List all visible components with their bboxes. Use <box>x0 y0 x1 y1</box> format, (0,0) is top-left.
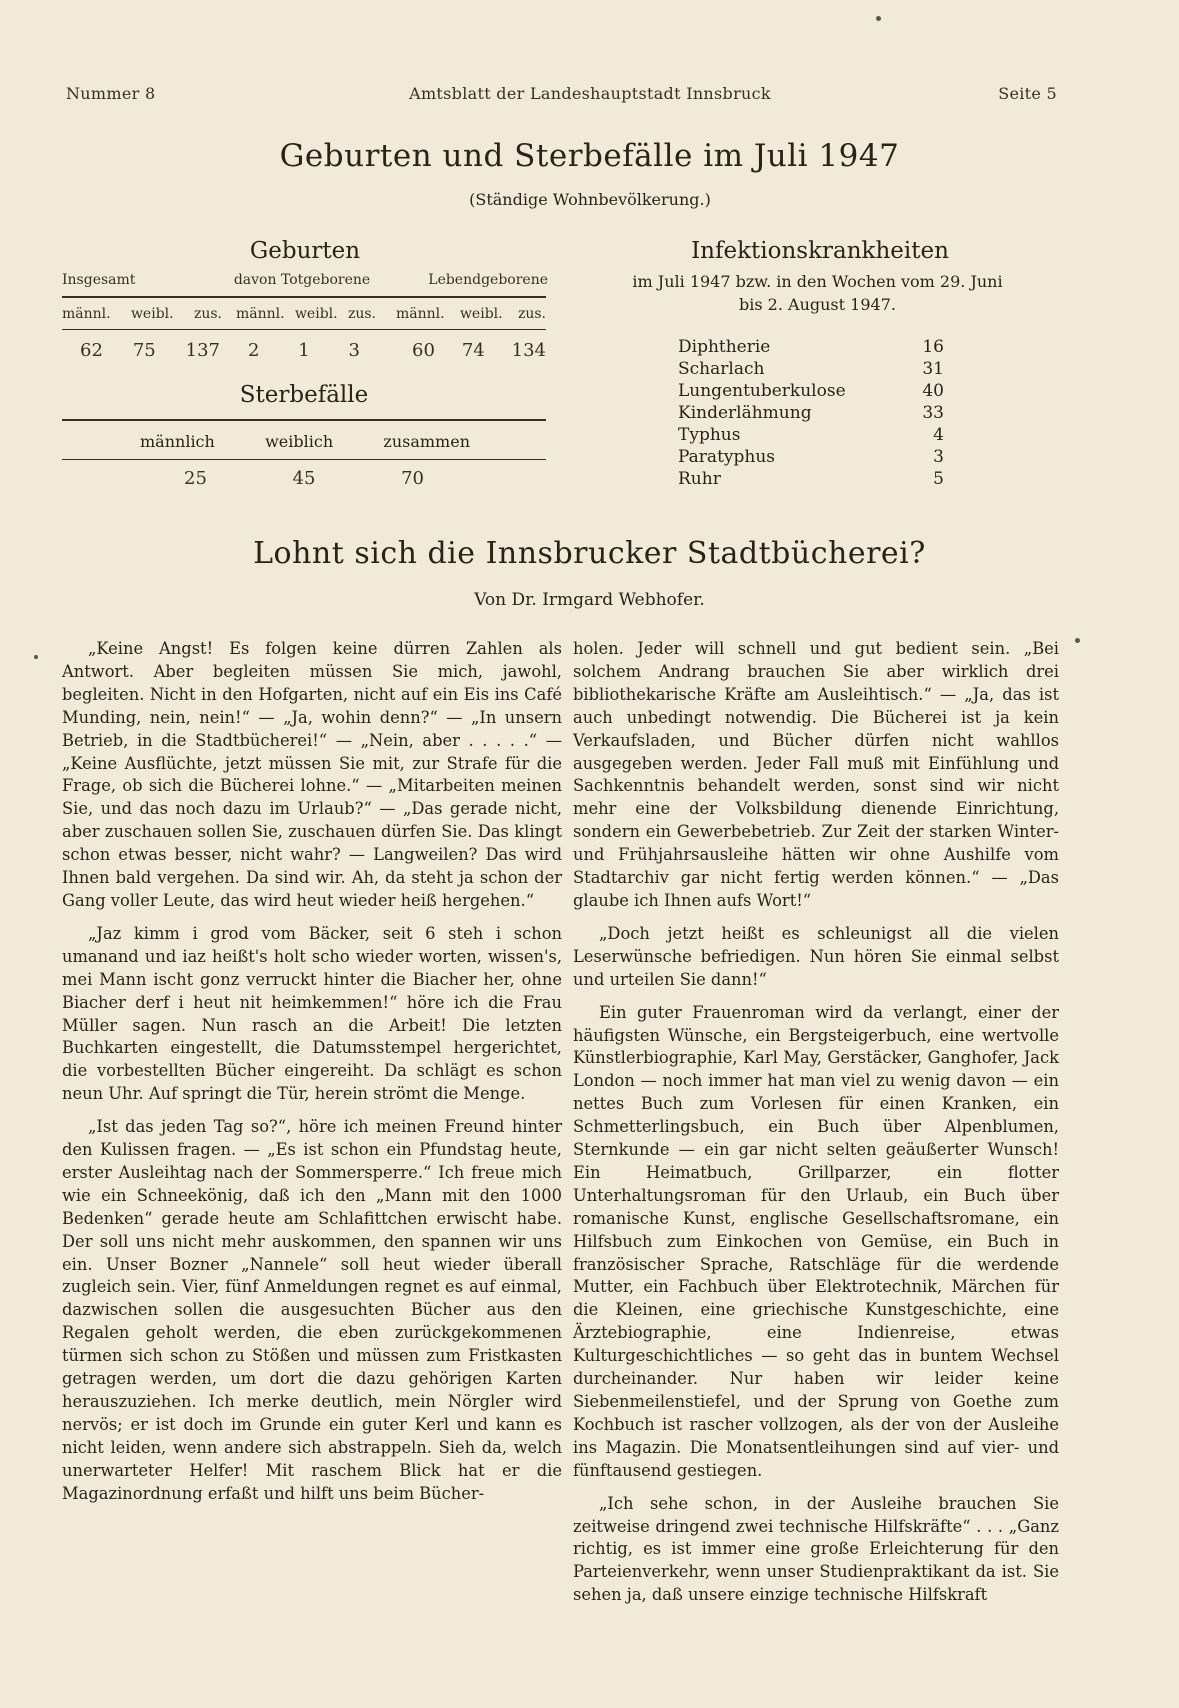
infection-name: Typhus <box>678 425 741 445</box>
deaths-rule-mid <box>62 459 546 460</box>
infection-count: 5 <box>933 469 944 489</box>
deaths-value-male: 25 <box>184 468 207 489</box>
subheader-sum: zus. <box>193 306 222 322</box>
infections-heading: Infektionskrankheiten <box>691 238 949 264</box>
print-speck <box>1075 638 1080 643</box>
value-male: 2 <box>248 340 260 361</box>
deaths-header-female: weiblich <box>265 432 334 451</box>
statistics-title: Geburten und Sterbefälle im Juli 1947 <box>279 138 900 174</box>
deaths-value-sum: 70 <box>401 468 424 489</box>
deaths-header-male: männlich <box>140 432 215 451</box>
births-subheaders-liveborn <box>396 306 546 322</box>
article-author: Von Dr. Irmgard Webhofer. <box>474 590 705 610</box>
article-paragraph: „Doch jetzt heißt es schleunigst all die vielen Leserwünsche befriedigen. Nun hören Sie einmal selbst und urteilen Sie dann!“ <box>573 923 1059 989</box>
article-paragraph: Ein guter Frauenroman wird da verlangt, einer der häufigsten Wünsche, ein Bergsteigerbuch, eine wertvolle Künstlerbiographie, Karl May, Gerstäcker, Ganghofer, Jack London — noch immer hat man viel zu wenig davon — ein nettes Buch zum Vorlesen für einen Kranken, ein Schmetterlingsbuch, ein Buch über Alpenblumen, Sternkunde — ein gar nicht selten geäußerter Wunsch! Ein Heimatbuch, Grillparzer, ein flotter Unterhaltungsroman für den Urlaub, ein Buch über romanische Kunst, englische Gesellschaftsromane, ein Hilfsbuch zum Einkochen von Gemüse, ein Buch in französischer Sprache, Ratschläge für die werdende Mutter, ein Fachbuch über Elektrotechnik, Märchen für die Kleinen, eine griechische Kunstgeschichte, eine Ärztebiographie, eine Indienreise, etwas Kulturgeschichtliches — so geht das in buntem Wechsel durcheinander. Nur haben wir leider keine Siebenmeilenstiefel, und der Sprung von Goethe zum Kochbuch ist rascher vollzogen, als der von der Ausleihe ins Magazin. Die Monatsentleihungen sind auf vier- und fünftausend gestiegen. <box>573 1002 1059 1480</box>
infection-count: 16 <box>922 337 944 357</box>
births-values-liveborn <box>412 340 546 361</box>
infection-name: Ruhr <box>678 469 721 489</box>
infection-row <box>678 380 944 402</box>
article-paragraph: „Ich sehe schon, in der Ausleihe brauchen Sie zeitweise dringend zwei technische Hilfskräfte“ . . . „Ganz richtig, es ist immer eine große Erleichterung für den Parteienverkehr, wenn unser Studienpraktikant da ist. Sie sehen ja, daß unsere einzige technische Hilfskraft <box>573 1493 1059 1605</box>
infection-name: Lungentuberkulose <box>678 381 846 401</box>
value-male: 60 <box>412 340 435 361</box>
infection-row <box>678 336 944 358</box>
deaths-value-female: 45 <box>292 468 316 489</box>
subheader-male: männl. <box>62 306 111 322</box>
print-speck <box>34 655 38 659</box>
infection-name: Paratyphus <box>678 447 776 467</box>
subheader-male: männl. <box>396 306 445 322</box>
article-paragraph: „Ist das jeden Tag so?“, höre ich meinen Freund hinter den Kulissen fragen. — „Es ist schon ein Pfundstag heute, erster Ausleihtag nach der Sommersperre.“ Ich freue mich wie ein Schneekönig, daß ich den „Mann mit den 1000 Bedenken“ gerade heute am Schlafittchen erwischt habe. Der soll uns nicht mehr auskommen, den spannen wir uns ein. Unser Bozner „Nannele“ soll heut wieder überall zugleich sein. Vier, fünf Anmeldungen regnet es auf einmal, dazwischen sollen die ausgesuchten Bücher aus den Regalen geholt werden, die eben zurückgekommenen türmen sich schon zu Stößen und müssen zum Fristkasten getragen werden, um dort die dazu gehörigen Karten herauszuziehen. Ich merke deutlich, mein Nörgler wird nervös; er ist doch im Grunde ein guter Kerl und kann es nicht leiden, wenn andere sich abstrappeln. Sieh da, welch unerwarteter Helfer! Mit raschem Blick hat er die Magazinordnung erfaßt und hilft uns beim Bücher- <box>62 1117 562 1503</box>
infection-count: 4 <box>933 425 944 445</box>
infection-row <box>678 446 944 468</box>
infection-row <box>678 402 944 424</box>
print-speck <box>876 16 881 21</box>
article-paragraph: „Jaz kimm i grod vom Bäcker, seit 6 steh i schon umanand und iaz heißt's holt scho wieder worten, wissen's, mei Mann ischt gonz verruckt hinter die Biacher her, ohne Biacher derf i heut nit heimkemmen!“ höre ich die Frau Müller sagen. Nun rasch an die Arbeit! Die letzten Buchkarten eingestellt, die Datumsstempel hergerichtet, die vorbestellten Bücher eingereiht. Da schlägt es schon neun Uhr. Auf springt die Tür, herein strömt die Menge. <box>62 923 562 1104</box>
subheader-sum: zus. <box>347 306 376 322</box>
deaths-heading: Sterbefälle <box>239 382 369 408</box>
article-paragraph: holen. Jeder will schnell und gut bedient sein. „Bei solchem Andrang brauchen Sie aber wirklich drei bibliothekarische Kräfte am Ausleihtisch.“ — „Ja, das ist auch unbedingt notwendig. Die Bücherei ist ja kein Verkaufsladen, und Bücher dürfen nicht wahllos ausgegeben werden. Jeder Fall muß mit Einfühlung und Sachkenntnis behandelt werden, sonst sind wir nicht mehr eine der Volksbildung dienende Einrichtung, sondern ein Gewerbebetrieb. Zur Zeit der starken Winter- und Frühjahrsausleihe hätten wir ohne Aushilfe vom Stadtarchiv gar nicht fertig werden können.“ — „Das glaube ich Ihnen aufs Wort!“ <box>573 639 1059 910</box>
infection-name: Scharlach <box>678 359 765 379</box>
value-male: 62 <box>80 340 103 361</box>
infection-row <box>678 358 944 380</box>
subheader-female: weibl. <box>130 306 174 322</box>
infections-intro: im Juli 1947 bzw. in den Wochen vom 29. Juni bis 2. August 1947. <box>632 272 1003 314</box>
births-values-stillborn <box>248 340 360 361</box>
header-issue-number: Nummer 8 <box>66 84 156 103</box>
births-values-total <box>80 340 220 361</box>
subheader-female: weibl. <box>459 306 503 322</box>
article-title: Lohnt sich die Innsbrucker Stadtbücherei? <box>253 536 926 571</box>
value-sum: 3 <box>348 340 360 361</box>
subheader-sum: zus. <box>517 306 546 322</box>
births-heading: Geburten <box>249 238 361 264</box>
births-subheaders-total <box>62 306 222 322</box>
deaths-headers <box>140 432 470 451</box>
article-right-column <box>573 638 1059 1617</box>
deaths-header-sum: zusammen <box>383 432 470 451</box>
value-sum: 137 <box>185 340 220 361</box>
deaths-values <box>184 468 424 489</box>
infection-count: 3 <box>933 447 944 467</box>
article-left-column <box>62 638 562 1516</box>
deaths-rule-top <box>62 419 546 421</box>
header-page-number: Seite 5 <box>998 84 1057 103</box>
births-rule-top <box>62 296 546 298</box>
infection-name: Diphtherie <box>678 337 771 357</box>
value-female: 1 <box>298 340 310 361</box>
subheader-male: männl. <box>236 306 285 322</box>
births-group-total: Insgesamt <box>62 272 136 288</box>
value-female: 74 <box>461 340 485 361</box>
infection-name: Kinderlähmung <box>678 403 812 423</box>
value-female: 75 <box>132 340 156 361</box>
value-sum: 134 <box>511 340 546 361</box>
infection-count: 31 <box>922 359 944 379</box>
infection-count: 40 <box>922 381 944 401</box>
births-rule-mid <box>62 329 546 330</box>
statistics-subtitle: (Ständige Wohnbevölkerung.) <box>469 190 711 209</box>
infections-list <box>678 336 944 490</box>
infection-count: 33 <box>922 403 944 423</box>
header-publication-title: Amtsblatt der Landeshauptstadt Innsbruck <box>409 84 771 103</box>
subheader-female: weibl. <box>294 306 338 322</box>
infection-row <box>678 424 944 446</box>
births-group-stillborn: davon Totgeborene <box>233 272 371 288</box>
infection-row <box>678 468 944 490</box>
births-group-liveborn: Lebendgeborene <box>428 272 548 288</box>
article-paragraph: „Keine Angst! Es folgen keine dürren Zahlen als Antwort. Aber begleiten müssen Sie mich, jawohl, begleiten. Nicht in den Hofgarten, nicht auf ein Eis ins Café Munding, nein, nein!“ — „Ja, wohin denn?“ — „In unsern Betrieb, in die Stadtbücherei!“ — „Nein, aber . . . . .“ — „Keine Ausflüchte, jetzt müssen Sie mit, zur Strafe für die Frage, ob sich die Bücherei lohne.“ — „Mitarbeiten meinen Sie, und das noch dazu im Urlaub?“ — „Das gerade nicht, aber zuschauen sollen Sie, zuschauen dürfen Sie. Das klingt schon etwas besser, nicht wahr? — Langweilen? Das wird Ihnen bald vergehen. Da sind wir. Ah, da steht ja schon der Gang voller Leute, das wird heut wieder heiß hergehen.“ <box>62 639 562 910</box>
births-subheaders-stillborn <box>236 306 376 322</box>
